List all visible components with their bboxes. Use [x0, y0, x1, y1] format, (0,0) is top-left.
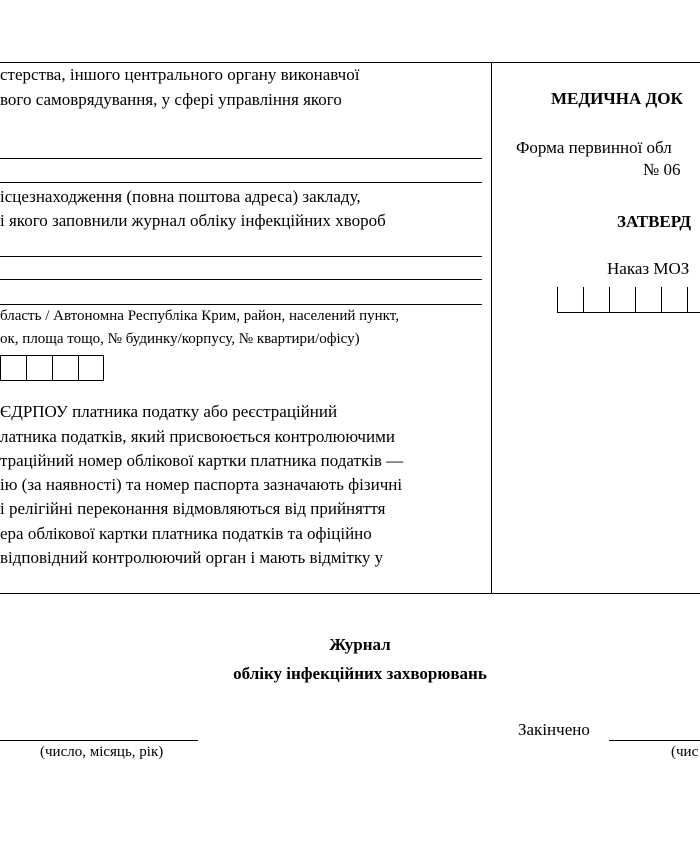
frame-top-line [0, 62, 700, 63]
address-hint-line-1: бласть / Автономна Республіка Крим, район, населений пункт, [0, 308, 399, 324]
fill-line-3 [0, 256, 482, 257]
order-cells [557, 287, 700, 313]
frame-divider [491, 62, 492, 594]
start-date-line [0, 740, 198, 741]
edrpou-text-line-4: ію (за наявності) та номер паспорта зазначають фізичні [0, 475, 403, 494]
order-cell [687, 287, 700, 313]
edrpou-text-line-3: траційний номер облікової картки платника податків — [0, 451, 404, 470]
order-cell [583, 287, 609, 313]
ministry-line-2: вого самоврядування, у сфері управління якого [0, 90, 342, 109]
medical-doc-title: МЕДИЧНА ДОК [551, 89, 683, 108]
edrpou-cells [0, 355, 104, 381]
edrpou-text-line-2: латника податків, який присвоюється контролюючими [0, 427, 395, 446]
code-cell [0, 355, 26, 381]
form-line-1: Форма первинної обл [516, 138, 672, 157]
order-cell [661, 287, 687, 313]
fill-line-2 [0, 182, 482, 183]
fill-line-5 [0, 304, 482, 305]
order-label: Наказ МОЗ [607, 259, 690, 278]
frame-bottom-line [0, 593, 700, 594]
code-cell [78, 355, 104, 381]
journal-title: Журнал [329, 635, 391, 654]
address-hint-line-2: ок, площа тощо, № будинку/корпусу, № квартири/офісу) [0, 331, 360, 347]
address-label-line-1: ісцезнаходження (повна поштова адреса) закладу, [0, 187, 361, 206]
fill-line-1 [0, 158, 482, 159]
form-line-2: № 06 [643, 160, 681, 179]
approved-label: ЗАТВЕРД [617, 212, 692, 231]
edrpou-text-line-7: відповідний контролюючий орган і мають відмітку у [0, 548, 384, 567]
edrpou-text-line-6: ера облікової картки платника податків та офіційно [0, 524, 372, 543]
order-cell [635, 287, 661, 313]
finished-label: Закінчено [518, 720, 590, 739]
order-cell [609, 287, 635, 313]
code-cell [26, 355, 52, 381]
edrpou-text-line-1: ЄДРПОУ платника податку або реєстраційний [0, 402, 338, 421]
edrpou-text-line-5: і релігійні переконання відмовляються від прийняття [0, 499, 386, 518]
end-date-line [609, 740, 700, 741]
address-label-line-2: і якого заповнили журнал обліку інфекційних хвороб [0, 211, 386, 230]
code-cell [52, 355, 78, 381]
end-date-caption: (чис [671, 744, 699, 760]
journal-subtitle: обліку інфекційних захворювань [233, 664, 487, 683]
ministry-line-1: стерства, іншого центрального органу виконавчої [0, 65, 360, 84]
order-cell [557, 287, 583, 313]
start-date-caption: (число, місяць, рік) [40, 744, 164, 760]
fill-line-4 [0, 279, 482, 280]
